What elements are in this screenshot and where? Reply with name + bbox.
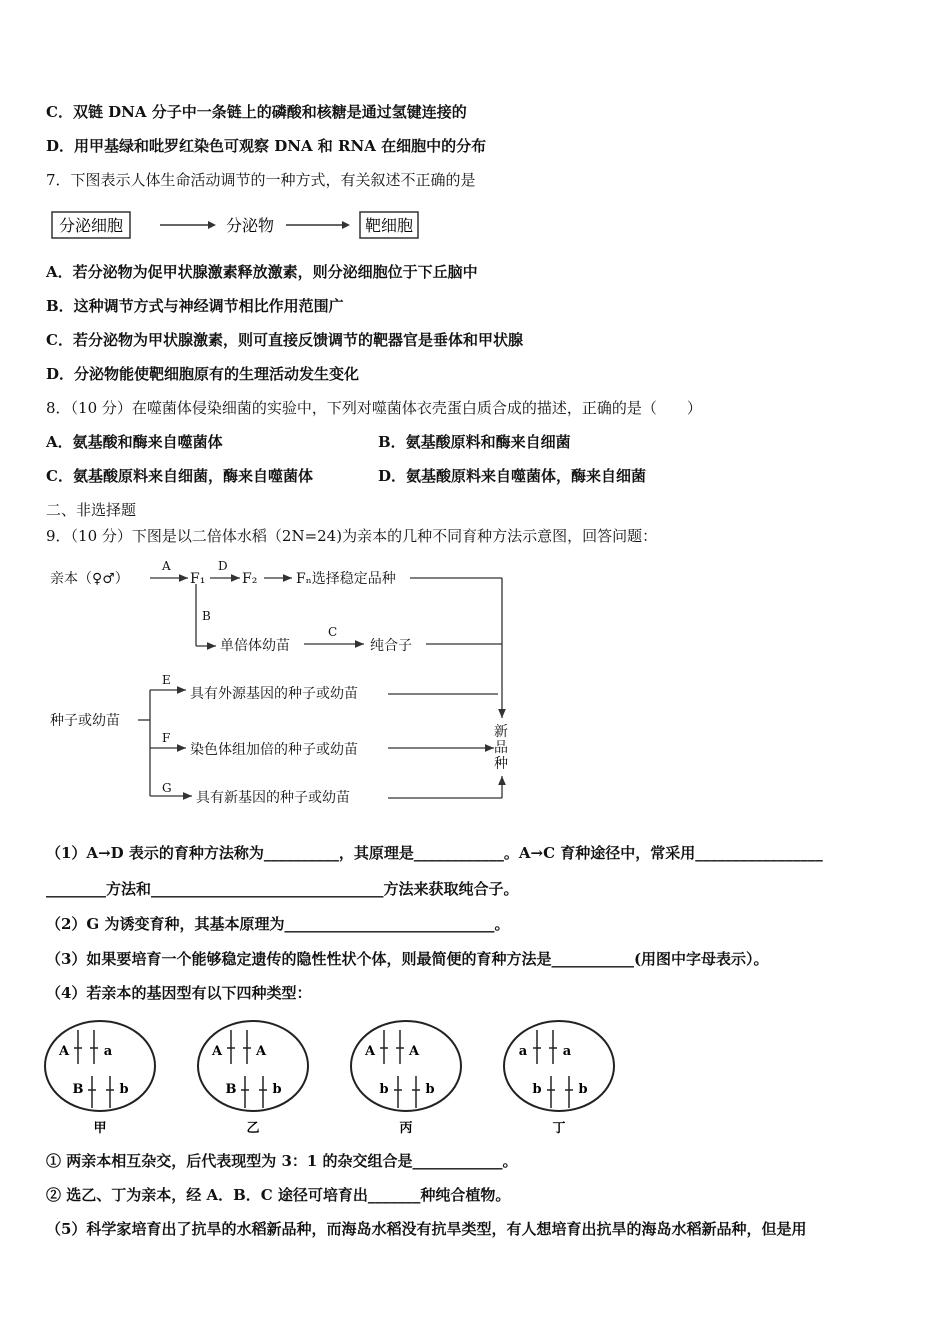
breeding-diagram: [46, 556, 526, 812]
allele-bottom-right: b: [119, 1082, 129, 1097]
parent-label: 亲本（♀♂）: [50, 571, 129, 587]
q7-option-b: B．这种调节方式与神经调节相比作用范围广: [46, 297, 344, 315]
genotype-cells: [40, 1016, 640, 1142]
q9-sub1: ① 两亲本相互杂交，后代表现型为 3：1 的杂交组合是____________。: [46, 1152, 518, 1170]
arrow-label-f: F: [162, 731, 171, 745]
arrow-label-e: E: [162, 673, 171, 687]
new-breed-char-1: 新: [494, 724, 508, 740]
section-heading: 二、非选择题: [46, 501, 137, 519]
cell-outline: [198, 1021, 308, 1111]
secretion-label: 分泌物: [225, 216, 275, 235]
q7-option-d: D．分泌物能使靶细胞原有的生理活动发生变化: [46, 365, 360, 383]
q8-option-b: B．氨基酸原料和酶来自细菌: [378, 433, 571, 451]
allele-top-left: A: [211, 1044, 223, 1059]
allele-bottom-right: b: [272, 1082, 282, 1097]
allele-bottom-left: b: [532, 1082, 542, 1097]
cell-label: 丁: [552, 1121, 566, 1136]
cell-label: 甲: [93, 1121, 107, 1136]
cell-1: [45, 1021, 155, 1136]
f1-label: F₁: [190, 571, 206, 587]
cell-outline: [504, 1021, 614, 1111]
q9-part4: （4）若亲本的基因型有以下四种类型：: [46, 984, 312, 1002]
exogenous-gene-label: 具有外源基因的种子或幼苗: [190, 686, 358, 702]
arrow-label-d: D: [218, 559, 228, 573]
q9-part1-line1: （1）A→D 表示的育种方法称为__________，其原理是____________。A→C 育种途径中，常采用_________________: [46, 844, 823, 862]
seed-label: 种子或幼苗: [50, 713, 120, 729]
flow-arrowhead-2: [342, 221, 350, 229]
q9-stem: 9．（10 分）下图是以二倍体水稻（2N=24)为亲本的几种不同育种方法示意图，回答问题：: [46, 527, 658, 545]
arrow-label-b: B: [202, 609, 211, 623]
cell-label: 乙: [246, 1121, 260, 1136]
allele-top-right: a: [103, 1044, 113, 1059]
q6-option-c: C．双链 DNA 分子中一条链上的磷酸和核糖是通过氢键连接的: [46, 103, 467, 121]
q7-stem: 7．下图表示人体生命活动调节的一种方式，有关叙述不正确的是: [46, 171, 476, 189]
new-breed-char-3: 种: [494, 756, 508, 772]
haploid-label: 单倍体幼苗: [220, 638, 290, 654]
allele-top-left: A: [58, 1044, 70, 1059]
pure-line-label: 纯合子: [370, 638, 412, 654]
allele-bottom-right: b: [425, 1082, 435, 1097]
allele-bottom-left: b: [379, 1082, 389, 1097]
q8-option-c: C．氨基酸原料来自细菌，酶来自噬菌体: [46, 467, 313, 485]
polyploid-label: 染色体组加倍的种子或幼苗: [190, 742, 358, 758]
flow-arrowhead-1: [208, 221, 216, 229]
q9-part5: （5）科学家培育出了抗旱的水稻新品种，而海岛水稻没有抗旱类型，有人想培育出抗旱的海岛水稻新品种，但是用: [46, 1220, 807, 1238]
allele-bottom-left: B: [225, 1082, 237, 1097]
allele-top-right: A: [408, 1044, 420, 1059]
fn-label: Fₙ选择稳定品种: [296, 571, 396, 587]
new-breed-char-2: 品: [494, 740, 508, 756]
q8-option-d: D．氨基酸原料来自噬菌体，酶来自细菌: [378, 467, 647, 485]
q9-part2: （2）G 为诱变育种，其基本原理为____________________________。: [46, 915, 510, 933]
q7-flow-diagram: [46, 206, 426, 246]
arrow-label-a: A: [162, 559, 171, 573]
q8-stem: 8．（10 分）在噬菌体侵染细菌的实验中，下列对噬菌体衣壳蛋白质合成的描述，正确的是（ ）: [46, 399, 702, 417]
cell-2: [198, 1021, 308, 1136]
q7-option-a: A．若分泌物为促甲状腺激素释放激素，则分泌细胞位于下丘脑中: [46, 263, 478, 281]
allele-top-left: a: [518, 1044, 528, 1059]
q9-sub2: ② 选乙、丁为亲本，经 A．B．C 途径可培育出_______种纯合植物。: [46, 1186, 511, 1204]
secretory-cell-label: 分泌细胞: [58, 216, 124, 235]
q6-option-d: D．用甲基绿和吡罗红染色可观察 DNA 和 RNA 在细胞中的分布: [46, 137, 487, 155]
f2-label: F₂: [242, 571, 258, 587]
arrow-label-g: G: [162, 781, 172, 795]
new-gene-label: 具有新基因的种子或幼苗: [196, 790, 350, 806]
allele-bottom-left: B: [72, 1082, 84, 1097]
cell-3: [351, 1021, 461, 1136]
q9-part1-line2: ________方法和_______________________________方法来获取纯合子。: [46, 880, 519, 898]
arrow-label-c: C: [328, 625, 338, 639]
cell-4: [504, 1021, 614, 1136]
cell-outline: [45, 1021, 155, 1111]
q7-option-c: C．若分泌物为甲状腺激素，则可直接反馈调节的靶器官是垂体和甲状腺: [46, 331, 523, 349]
allele-bottom-right: b: [578, 1082, 588, 1097]
q9-part3: （3）如果要培育一个能够稳定遗传的隐性性状个体，则最简便的育种方法是___________(用图中字母表示）。: [46, 950, 769, 968]
target-cell-label: 靶细胞: [364, 216, 414, 235]
allele-top-right: a: [562, 1044, 572, 1059]
q8-option-a: A．氨基酸和酶来自噬菌体: [46, 433, 223, 451]
cell-label: 丙: [399, 1121, 413, 1136]
allele-top-right: A: [255, 1044, 267, 1059]
allele-top-left: A: [364, 1044, 376, 1059]
cell-outline: [351, 1021, 461, 1111]
